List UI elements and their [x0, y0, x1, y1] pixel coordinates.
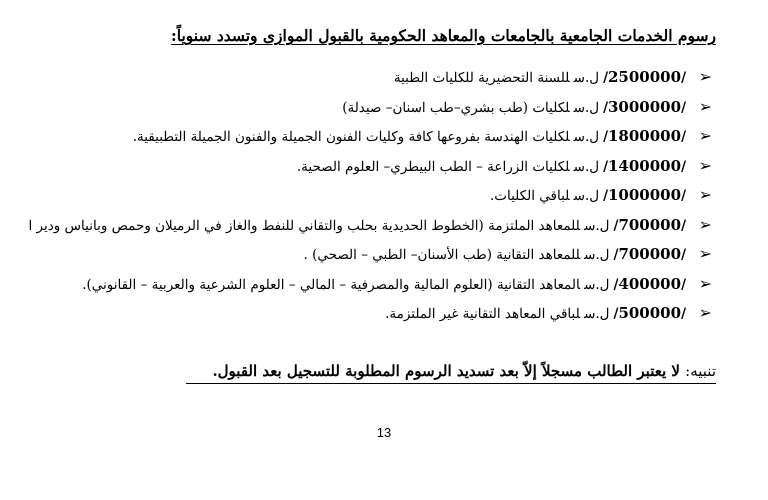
fee-line: /1400000/ل.سلكليات الزراعة – الطب البيطري– العلوم الصحية.	[296, 156, 686, 175]
fee-item	[0, 241, 768, 271]
fee-amount: 3000000	[608, 97, 682, 116]
arrow-bullet-icon: ➢	[698, 96, 712, 116]
note-text: لا يعتبر الطالب مسجلاً إلاّ بعد تسديد الرسوم المطلوبة للتسجيل بعد القبول.	[212, 362, 680, 380]
fee-description: لكليات الزراعة – الطب البيطري– العلوم الصحية.	[296, 158, 570, 175]
arrow-bullet-icon: ➢	[698, 126, 712, 145]
fee-line: /3000000/ل.سلكليات (طب بشري–طب اسنان– صيدلة)	[342, 97, 686, 116]
fee-amount: 700000	[618, 215, 682, 234]
arrow-bullet-icon: ➢	[698, 185, 712, 204]
fee-item	[0, 212, 768, 242]
fee-amount: 400000	[618, 274, 682, 293]
fee-amount: 700000	[618, 245, 682, 263]
fee-amount: 2500000	[608, 68, 682, 86]
fee-description: لكليات (طب بشري–طب اسنان– صيدلة)	[342, 99, 570, 116]
fee-item	[0, 64, 768, 94]
fee-currency: ل.س	[573, 99, 600, 116]
fee-line: /700000/ل.سللمعاهد الملتزمة (الخطوط الحديدية بحلب والتقاني للنفط والغاز في الرميلان وحمص وبانياس ودير ا	[28, 215, 686, 234]
fee-currency: ل.س	[573, 70, 600, 86]
fee-currency: ل.س	[584, 247, 610, 263]
fee-description: للسنة التحضيرية للكليات الطبية	[393, 70, 570, 86]
fee-line: /500000/ل.سلباقي المعاهد التقانية غير الملتزمة.	[385, 304, 686, 322]
fee-line: /400000/ل.سالمعاهد التقانية (العلوم المالية والمصرفية – المالي – العلوم الشرعية والعربية – القانوني).	[82, 274, 686, 293]
fee-line: /1000000/ل.سلباقي الكليات.	[490, 186, 686, 204]
arrow-bullet-icon: ➢	[698, 273, 712, 293]
fee-amount: 1400000	[608, 156, 682, 175]
note-label: تنبيه:	[685, 362, 716, 380]
arrow-bullet-icon: ➢	[698, 214, 712, 234]
fee-description: لباقي الكليات.	[490, 188, 570, 204]
arrow-bullet-icon: ➢	[698, 67, 712, 86]
fee-description: المعاهد التقانية (العلوم المالية والمصرفية – المالي – العلوم الشرعية والعربية – القانوني).	[82, 276, 581, 293]
fee-item	[0, 94, 768, 124]
fee-item	[0, 123, 768, 153]
fee-amount: 1000000	[608, 186, 682, 204]
fee-amount: 1800000	[608, 127, 682, 145]
fee-item	[0, 300, 768, 330]
fee-currency: ل.س	[584, 217, 610, 234]
fee-item	[0, 182, 768, 212]
fee-amount: 500000	[618, 304, 682, 322]
fee-currency: ل.س	[573, 158, 600, 175]
fee-line: /2500000/ل.سللسنة التحضيرية للكليات الطبية	[393, 68, 686, 86]
fee-description: لكليات الهندسة بفروعها كافة وكليات الفنون الجميلة والفنون الجميلة التطبيقية.	[132, 129, 570, 145]
arrow-bullet-icon: ➢	[698, 244, 712, 263]
arrow-bullet-icon: ➢	[698, 155, 712, 175]
fee-currency: ل.س	[573, 129, 600, 145]
arrow-bullet-icon: ➢	[698, 303, 712, 322]
fee-line: /1800000/ل.سلكليات الهندسة بفروعها كافة وكليات الفنون الجميلة والفنون الجميلة التطبيقية.	[132, 127, 686, 145]
fee-description: للمعاهد الملتزمة (الخطوط الحديدية بحلب والتقاني للنفط والغاز في الرميلان وحمص وبانياس ودير ا	[28, 217, 581, 234]
note	[186, 362, 716, 384]
fee-description: لباقي المعاهد التقانية غير الملتزمة.	[385, 306, 581, 322]
page-title: رسوم الخدمات الجامعية بالجامعات والمعاهد الحكومية بالقبول الموازى وتسدد سنوياً:	[171, 26, 716, 45]
fee-line: /700000/ل.سللمعاهد التقانية (طب الأسنان– الطبي – الصحي) .	[303, 245, 686, 263]
fee-item	[0, 153, 768, 183]
fee-currency: ل.س	[573, 188, 600, 204]
fee-item	[0, 271, 768, 301]
fee-currency: ل.س	[584, 276, 610, 293]
page-number: 13	[376, 425, 392, 440]
fee-description: للمعاهد التقانية (طب الأسنان– الطبي – الصحي) .	[303, 247, 581, 263]
fee-list	[0, 64, 768, 330]
fee-currency: ل.س	[584, 306, 610, 322]
